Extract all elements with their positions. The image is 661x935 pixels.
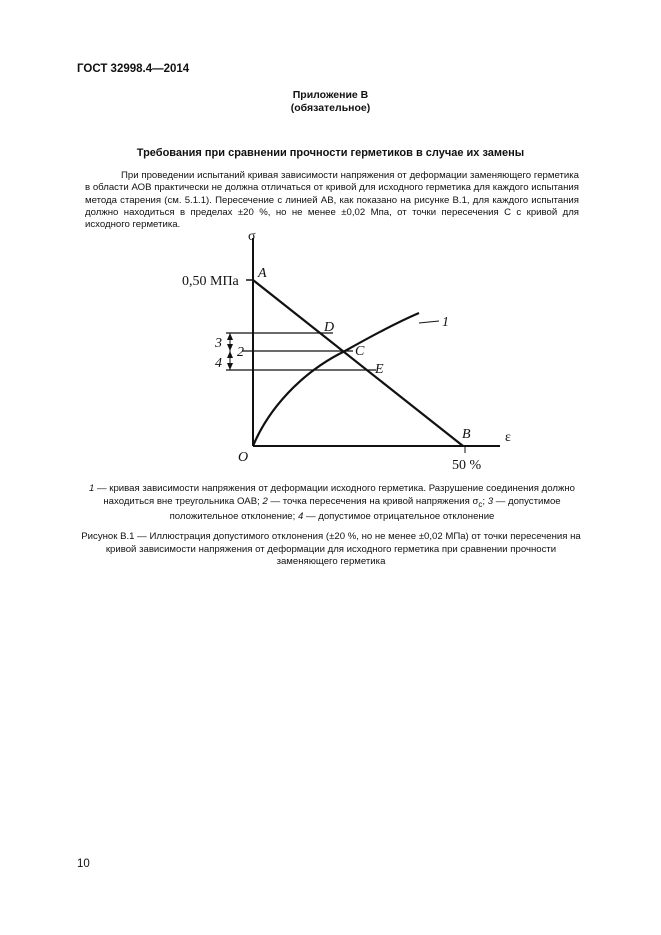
figure-title: Рисунок В.1 — Иллюстрация допустимого отклонения (±20 %, но не менее ±0,02 МПа) от точки пересечения на кривой зависимости напряжения от деформации для исходного герметика при сравнении прочности заменяющего герметика bbox=[81, 531, 581, 567]
point-c-label: C bbox=[355, 344, 365, 359]
legend-num-1: 1 bbox=[88, 483, 95, 494]
line-ab bbox=[253, 280, 463, 446]
legend-text-4: — допустимое отрицательное отклонение bbox=[303, 510, 495, 522]
arrow-up-3 bbox=[227, 333, 233, 340]
point-a-label: A bbox=[258, 266, 267, 281]
arrow-down-4 bbox=[227, 363, 233, 370]
legend-num-4: 4 bbox=[297, 510, 304, 522]
point-d-label: D bbox=[324, 320, 335, 335]
curve-1-label: 1 bbox=[442, 315, 449, 330]
body-paragraph: При проведении испытаний кривая зависимости напряжения от деформации заменяющего герметика в области АОВ практически не должна отличаться от кривой для исходного герметика для каждого испытания метода старения (см. 5.1.1). Пересечение с линией АВ, как показано на рисунке В.1, для каждого испытания должно находиться в пределах ±20 %, но не менее ±0,02 Мпа, от точки пересечения C с кривой для исходного герметика. bbox=[85, 170, 579, 231]
marker-3-label: 3 bbox=[215, 336, 222, 351]
point-e-label: E bbox=[375, 362, 384, 377]
x-tick-label: 50 % bbox=[452, 458, 482, 473]
page-number: 10 bbox=[77, 858, 90, 870]
legend-text-3: — допустимое положительное отклонение; bbox=[169, 495, 561, 522]
legend-text-2b: ; bbox=[482, 495, 488, 507]
curve-1-leader bbox=[419, 321, 439, 323]
standard-number: ГОСТ 32998.4—2014 bbox=[77, 63, 190, 75]
marker-4-label: 4 bbox=[215, 356, 222, 371]
x-axis-label: ε bbox=[505, 430, 511, 445]
legend-num-3: 3 bbox=[487, 495, 494, 507]
y-tick-label: 0,50 МПа bbox=[182, 274, 239, 289]
legend-text-1: — кривая зависимости напряжения от деформации исходного герметика. Разрушение соединения должно находиться вне треугольника ОАВ; bbox=[94, 483, 575, 507]
legend-num-2: 2 bbox=[262, 495, 268, 507]
legend-text-2: — точка пересечения на кривой напряжения σ bbox=[267, 495, 479, 507]
appendix-status: (обязательное) bbox=[290, 102, 371, 114]
legend-subscript: c bbox=[478, 499, 483, 509]
arrow-down-3 bbox=[227, 344, 233, 351]
appendix-title: Приложение В bbox=[292, 89, 369, 101]
y-axis-label: σ bbox=[248, 229, 256, 244]
figure-legend bbox=[82, 483, 582, 523]
point-b-label: B bbox=[462, 427, 471, 442]
section-title: Требования при сравнении прочности герметиков в случае их замены bbox=[136, 147, 525, 159]
marker-2-label: 2 bbox=[237, 345, 244, 360]
point-o-label: O bbox=[238, 450, 249, 465]
arrow-up-4 bbox=[227, 351, 233, 358]
